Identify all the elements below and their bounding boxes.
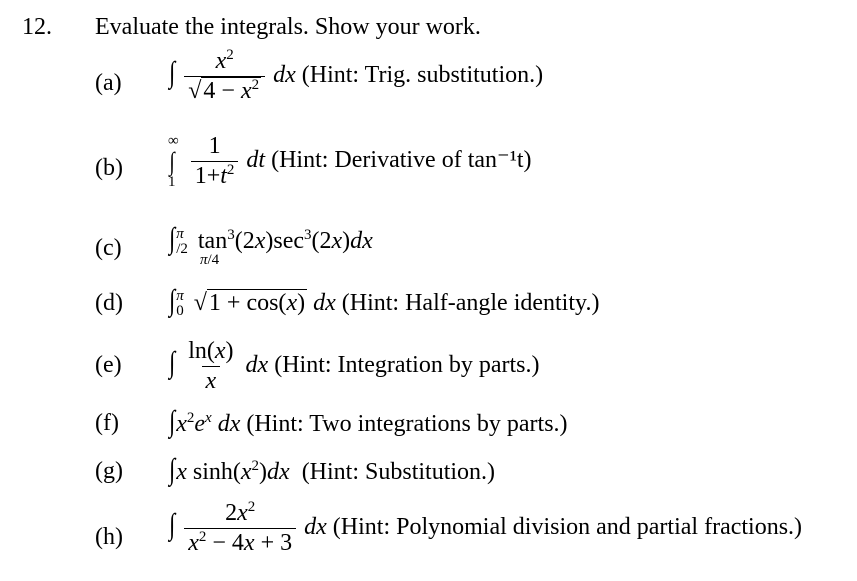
part-g-integral: ∫x $\sinh(x^2)dx$ (Hint: Substitution.) — [169, 453, 496, 486]
part-a-label: (a) — [95, 70, 122, 96]
part-e-label: (e) — [95, 352, 122, 378]
part-h-label: (h) — [95, 524, 123, 550]
part-g-label: (g) — [95, 458, 123, 484]
part-c-label: (c) — [95, 235, 122, 261]
part-d-label: (d) — [95, 290, 123, 316]
question-instructions: Evaluate the integrals. Show your work. — [95, 14, 481, 40]
part-c-integral: ∫ π /2 $\tan^3(2x)\sec^3(2x)dx$ π/4 — [169, 222, 373, 268]
question-number: 12. — [22, 14, 52, 40]
part-d-hint: (Hint: Half-angle identity.) — [341, 290, 600, 316]
part-b-hint: (Hint: Derivative of tan⁻¹t) — [271, 147, 532, 174]
part-e-hint: (Hint: Integration by parts.) — [274, 352, 540, 379]
part-f-integral: $\int x^2e^x$ dx (Hint: Two integrations by parts.) — [169, 405, 568, 438]
part-a-integral: ∫ $\frac{x^2}{√4 - x^2}$ dx (Hint: Trig. substitution.) — [169, 47, 544, 104]
part-h-integral: ∫ $\frac{2x^2}{x^2 - 4x + 3}$ dx (Hint: Polynomial division and partial fractions.) — [169, 499, 803, 556]
part-e-integral: ∫ $\frac{\ln(x)}{x}$ dx (Hint: Integration by parts.) — [169, 338, 540, 394]
part-b-integral: ∞ ∫ 1 $\frac{1}{1+t^2}$ dt (Hint: Derivative of tan⁻¹t) — [168, 132, 532, 190]
part-d-integral: ∫ π 0 √1 + cos(x) dx (Hint: Half-angle identity.) — [169, 284, 600, 320]
part-h-hint: (Hint: Polynomial division and partial fractions.) — [332, 514, 803, 541]
part-f-hint: (Hint: Two integrations by parts.) — [246, 411, 568, 437]
part-f-label: (f) — [95, 410, 119, 436]
part-g-hint: (Hint: Substitution.) — [301, 459, 496, 485]
part-b-label: (b) — [95, 155, 123, 181]
part-a-hint: (Hint: Trig. substitution.) — [301, 62, 544, 89]
